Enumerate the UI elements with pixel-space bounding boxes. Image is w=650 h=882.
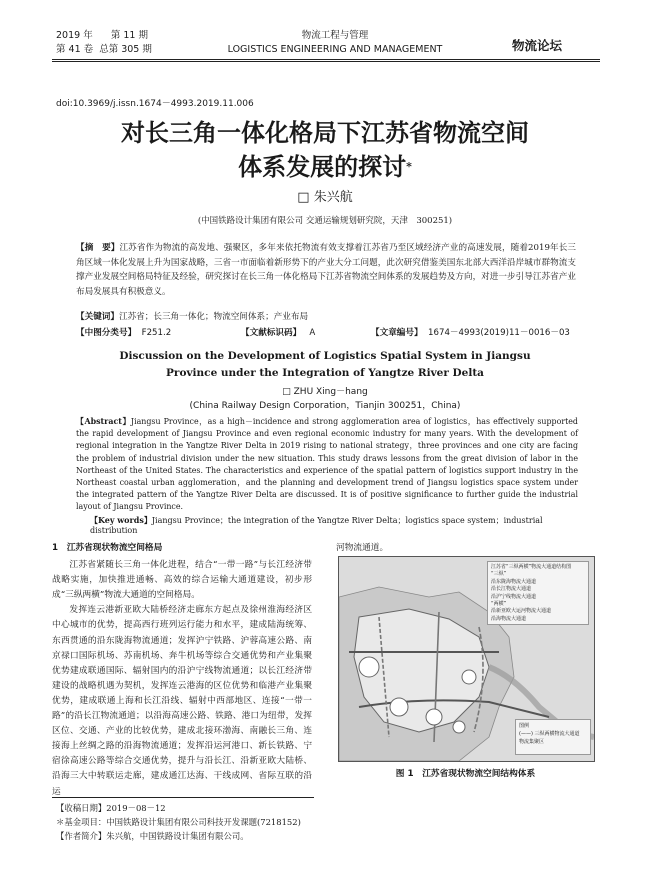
keywords-en-label: 【Key words】	[90, 515, 152, 525]
legend-item: 沿新亚欧大运河物流大通道	[491, 608, 552, 615]
legend-item: “三纵”	[491, 571, 507, 578]
footnotes	[56, 801, 356, 843]
section-heading: 1 江苏省现状物流空间格局	[52, 543, 163, 553]
body-paragraph: 发挥连云港新亚欧大陆桥经济走廊东方起点及徐州淮海经济区中心城市的优势，提高西行班列运行能力和水平，建成陆海统筹、东西贯通的沿东陇海物流通道；发挥沪宁铁路、沪蓉高速公路、南京禄口国际机场、苏南机场、奔牛机场等综合交通优势和产业集聚优势建成联通国际、辐射国内的沿沪宁线物流通道；以长江经济带建设的战略机遇为契机，发挥连云港海的区位优势和临港产业集聚优势，建成联通上海和长江沿线、辐射中西部地区、连接“一带一路”的沿长江物流通道；以沿海高速公路、铁路、港口为纽带，发挥区位、交通、产业的比较优势，建成北接环渤海、南融长三角、连接海上丝绸之路的沿海物流通道；发挥沿运河港口、新长铁路、宁宿徐高速公路等综合交通优势，提升与沿长江、沿新亚欧大陆桥、沿海三大中转联运走廊，建成通江达海、干线成网、省际互联的沿运	[52, 605, 312, 797]
header-volume: 第 41 卷	[56, 44, 94, 55]
figure-caption: 图 1 江苏省现状物流空间结构体系	[395, 769, 536, 779]
english-author: □ ZHU Xing－hang	[282, 387, 368, 397]
legend-item: 沿海物流大通道	[491, 615, 527, 622]
clc-label: 【中图分类号】	[76, 328, 137, 338]
keywords-en	[90, 515, 578, 535]
header-meta	[56, 29, 226, 57]
author: □ 朱兴航	[297, 190, 353, 205]
english-title-line-2: Province under the Integration of Yangtze River Delta	[166, 367, 484, 379]
keywords-cn-label: 【关键词】	[76, 312, 119, 322]
legend-title: 江苏省“三纵两横”物流大通道结构图	[491, 564, 572, 570]
header-rule	[52, 59, 600, 60]
body-left-column	[52, 541, 312, 800]
header-rule-2	[52, 61, 600, 62]
legend-item: 沿东陇海物流大通道	[491, 578, 537, 585]
header-journal	[205, 29, 465, 57]
body-paragraph: 江苏省紧随长三角一体化进程，结合“一带一路”与长江经济带战略实施，加快推进通畅、高效的综合运输大通道建设，初步形成“三纵两横”物流大通道的空间格局。	[52, 560, 312, 601]
figure-map	[338, 556, 595, 762]
legend-item: 沿沪宁线物流大通道	[491, 593, 537, 600]
english-title	[52, 348, 598, 382]
keywords-cn-text: 江苏省；长三角一体化；物流空间体系；产业布局	[118, 312, 309, 322]
abstract-cn-label: 【摘 要】	[76, 243, 120, 253]
keywords-cn	[76, 310, 576, 322]
article-id-label: 【文章编号】	[371, 328, 423, 338]
legend-2-item: (——) 三纵两横物流大通道	[519, 731, 580, 737]
figure-legend	[487, 561, 589, 625]
paper-title	[52, 116, 598, 184]
doi: doi:10.3969/j.issn.1674－4993.2019.11.006	[56, 99, 254, 109]
abstract-cn	[76, 241, 576, 299]
author-bio: 【作者简介】朱兴航，中国铁路设计集团有限公司。	[56, 831, 249, 841]
article-id-value: 1674－4993(2019)11－0016－03	[428, 328, 570, 338]
abstract-en	[76, 416, 578, 514]
title-footnote-mark: *	[406, 160, 412, 173]
title-line-1: 对长三角一体化格局下江苏省物流空间	[121, 118, 529, 147]
affiliation: (中国铁路设计集团有限公司 交通运输规划研究院，天津 300251)	[197, 216, 453, 226]
journal-name-cn: 物流工程与管理	[301, 30, 369, 41]
doc-code-value: A	[309, 328, 316, 338]
received-date: 【收稿日期】2019－08－12	[56, 803, 166, 813]
header-issue: 第 11 期	[110, 30, 148, 41]
abstract-en-text: Jiangsu Province，as a high－incidence and strong agglomeration area of logistics，has effectively supported the rapid development of Jiangsu Province and even regional economic industry for many years. With the development of regional integration in the Yangtze River Delta in 2019 rising to national strategy，three provinces and one city are facing the problem of industrial division under the new situation. This study draws lessons from the great division of labor in the Northeast of the United States. The characteristics and experience of the spatial pattern of logistics support industry in the Northeast coastal urban agglomeration，and the planning and development trend of Jiangsu logistics space system under the integrated pattern of the Yangtze River Delta are discussed. It is of positive significance to further guide the industrial layout of Jiangsu Province.	[76, 417, 578, 512]
legend-2-item: 物流集聚区	[519, 739, 545, 745]
body-right-column: 河物流通道。	[336, 543, 389, 553]
english-title-line-1: Discussion on the Development of Logistics Spatial System in Jiangsu	[119, 350, 531, 362]
journal-name-en: LOGISTICS ENGINEERING AND MANAGEMENT	[227, 44, 443, 55]
column-name: 物流论坛	[512, 38, 563, 53]
keywords-en-text: Jiangsu Province；the integration of the Yangtze River Delta；logistics space system；industrial distribution	[90, 516, 543, 535]
english-affiliation: (China Railway Design Corporation，Tianjin 300251，China)	[189, 401, 461, 411]
abstract-cn-text: 江苏省作为物流的高发地、强聚区，多年来依托物流有效支撑着江苏省乃至区域经济产业的高速发展，随着2019年长三角区域一体化发展上升为国家战略，三省一市面临着新形势下的产业大分工问题，此次研究借鉴美国东北部大西洋沿岸城市群物流支撑产业发展空间格局特征及经验，研究探讨在长三角一体化格局下江苏省物流空间体系的发展趋势及方向，对进一步引导江苏省产业布局发展具有积极意义。	[76, 243, 576, 297]
legend-2-title: 图例	[519, 723, 530, 729]
abstract-en-label: 【Abstract】	[76, 417, 131, 426]
doc-code-label: 【文献标识码】	[241, 328, 302, 338]
header-total: 总第 305 期	[99, 44, 152, 55]
legend-item: “两横”	[491, 601, 507, 608]
fund-info: ＊基金项目：中国铁路设计集团有限公司科技开发课题(7218152)	[56, 817, 301, 827]
footnote-rule	[52, 797, 314, 798]
legend-item: 沿长江物流大通道	[491, 586, 532, 593]
title-line-2: 体系发展的探讨	[238, 152, 407, 181]
classification-row	[76, 326, 576, 338]
header-year: 2019 年	[56, 30, 93, 41]
figure-legend-2	[515, 719, 591, 755]
clc-value: F251.2	[141, 328, 172, 338]
